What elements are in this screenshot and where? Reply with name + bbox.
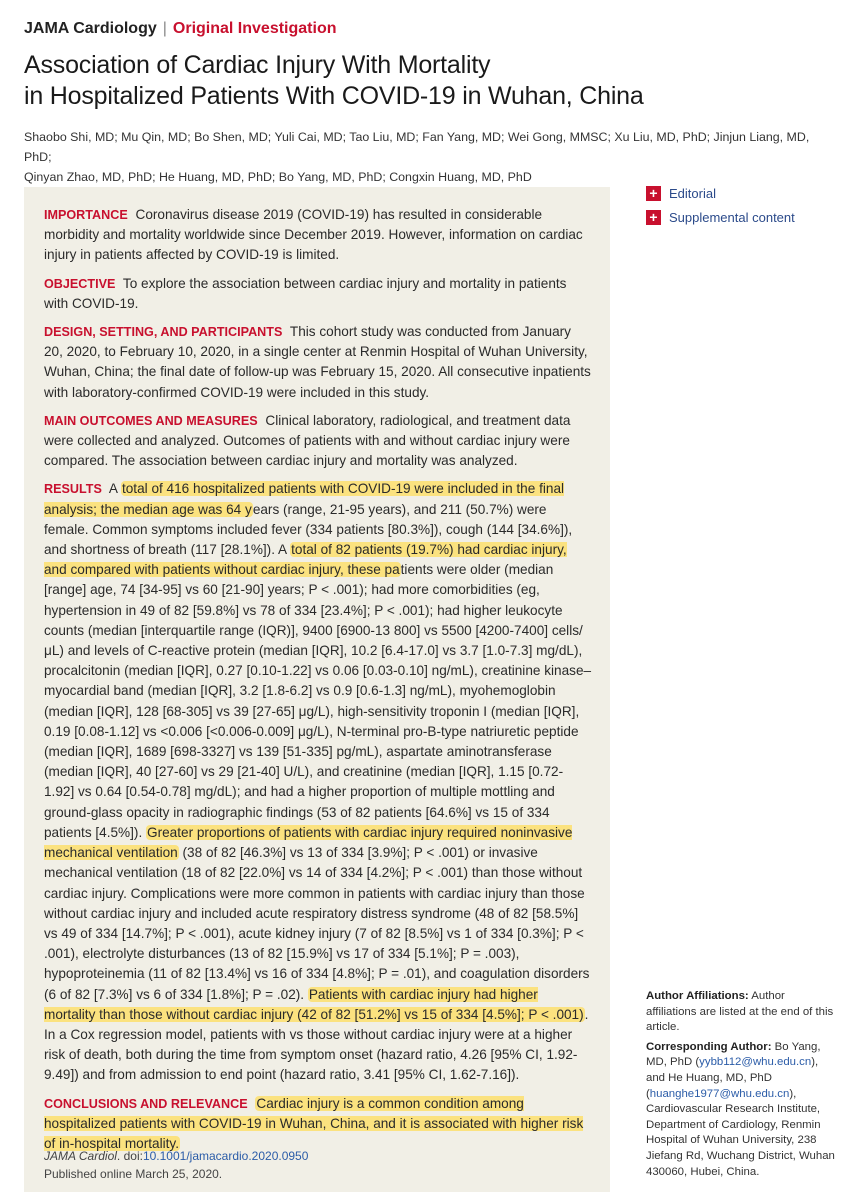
- outcomes-text: Clinical laboratory, radiological, and treatment data were collected and analyzed. Outcomes of patients with and without cardiac injury were compared. The association between cardiac injury and mortality was analyzed.: [44, 412, 571, 469]
- results-section: [44, 479, 592, 1085]
- email-link-1[interactable]: yybb112@whu.edu.cn: [699, 1056, 812, 1069]
- results-label: RESULTS: [44, 482, 102, 497]
- plus-icon: +: [646, 210, 661, 225]
- outcomes-section: [44, 411, 592, 472]
- results-highlight-2: total of 82 patients (19.7%) had cardiac injury, and compared with patients without cardiac injury, these pa: [44, 542, 567, 578]
- corresponding-text-2: ), and He Huang, MD, PhD (: [646, 1056, 819, 1100]
- objective-label: OBJECTIVE: [44, 276, 116, 291]
- related-content-links: [646, 186, 836, 234]
- design-label: DESIGN, SETTING, AND PARTICIPANTS: [44, 325, 283, 340]
- corresponding-text-3: ), Cardiovascular Research Institute, Department of Cardiology, Renmin Hospital of Wuhan University, 238 Jiefang Rd, Wuchang District, Wuhan 430060, Hubei, China.: [646, 1087, 835, 1178]
- author-list: [24, 127, 824, 187]
- journal-name: JAMA Cardiology: [24, 20, 157, 37]
- results-text-2: ears (range, 21-95 years), and 211 (50.7%) were female. Common symptoms included fever (334 patients [80.3%]), cough (144 [34.6%]), and shortness of breath (117 [28.1%]). A: [44, 501, 573, 558]
- article-type: Original Investigation: [172, 20, 337, 37]
- header-separator: |: [162, 20, 167, 37]
- editorial-link[interactable]: [646, 186, 836, 201]
- objective-section: [44, 274, 592, 314]
- supplemental-label: Supplemental content: [669, 210, 795, 225]
- affiliations-label: Author Affiliations:: [646, 990, 749, 1002]
- results-highlight-3: Greater proportions of patients with cardiac injury required noninvasive mechanical ventilation: [44, 824, 573, 861]
- author-info-sidebar: [646, 989, 836, 1184]
- doi-link[interactable]: 10.1001/jamacardio.2020.0950: [142, 1149, 309, 1163]
- article-title: [24, 50, 664, 112]
- affiliations-note: [646, 989, 836, 1036]
- results-text-1: A: [108, 481, 121, 497]
- authors-line-1: Shaobo Shi, MD; Mu Qin, MD; Bo Shen, MD; Yuli Cai, MD; Tao Liu, MD; Fan Yang, MD; Wei Gong, MMSC; Xu Liu, MD, PhD; Jinjun Liang, MD, PhD;: [24, 130, 810, 164]
- results-text-5: . In a Cox regression model, patients with vs those without cardiac injury were at a higher risk of death, both during the time from symptom onset (hazard ratio, 4.26 [95% CI, 1.92-9.49]) and from admission to end point (hazard ratio, 3.41 [95% CI, 1.62-7.16]).: [44, 1006, 589, 1083]
- design-text: This cohort study was conducted from January 20, 2020, to February 10, 2020, in a single center at Renmin Hospital of Wuhan University, Wuhan, China; the final date of follow-up was February 15, 2020. All consecutive inpatients with laboratory-confirmed COVID-19 were included in this study.: [44, 324, 591, 400]
- conclusions-text: Cardiac injury is a common condition among hospitalized patients with COVID-19 in Wuhan, China, and it is associated with higher risk of in-hospital mortality.: [44, 1095, 584, 1151]
- supplemental-link[interactable]: [646, 210, 836, 225]
- results-text-3: tients were older (median [range] age, 74 [34-95] vs 60 [21-90] years; P < .001); had more comorbidities (eg, hypertension in 49 of 82 [59.8%] vs 78 of 334 [23.4%]; P < .001); had higher leukocyte counts (median [interquartile range (IQR)], 9400 [6900-13 800] vs 5500 [4200-7400] cells/μL) and levels of C-reactive protein (median [IQR], 10.2 [6.4-17.0] vs 3.7 [1.0-7.3] mg/dL), procalcitonin (median [IQR], 0.27 [0.10-1.22] vs 0.06 [0.03-0.10] ng/mL), creatinine kinase–myocardial band (median [IQR], 3.2 [1.8-6.2] vs 0.9 [0.6-1.3] ng/mL), myohemoglobin (median [IQR], 128 [68-305] vs 39 [27-65] μg/L), high-sensitivity troponin I (median [IQR], 0.19 [0.08-1.12] vs <0.006 [<0.006-0.009] μg/L), N-terminal pro-B-type natriuretic peptide (median [IQR], 1689 [698-3327] vs 139 [51-335] pg/mL), aspartate aminotransferase (median [IQR], 40 [27-60] vs 29 [21-40] U/L), and creatinine (median [IQR], 1.15 [0.72-1.92] vs 0.64 [0.54-0.78] mg/dL); and had a higher proportion of multiple mottling and ground-glass opacity in radiographic findings (53 of 82 patients [64.6%] vs 15 of 334 patients [4.5%]).: [44, 562, 592, 840]
- email-link-2[interactable]: huanghe1977@whu.edu.cn: [649, 1087, 790, 1100]
- results-highlight-1: total of 416 hospitalized patients with COVID-19 were included in the final analysis; the median age was 64 y: [44, 481, 565, 517]
- results-highlight-4: Patients with cardiac injury had higher mortality than those without cardiac injury (42 of 82 [51.2%] vs 15 of 334 [4.5%]; P < .001): [44, 986, 584, 1022]
- conclusions-section: [44, 1094, 592, 1155]
- conclusions-label: CONCLUSIONS AND RELEVANCE: [44, 1096, 248, 1111]
- journal-header: [24, 20, 336, 38]
- affiliations-text: Author affiliations are listed at the end of this article.: [646, 990, 834, 1034]
- editorial-label: Editorial: [669, 186, 716, 201]
- outcomes-label: MAIN OUTCOMES AND MEASURES: [44, 413, 258, 428]
- corresponding-author: [646, 1040, 836, 1180]
- corresponding-text-1: Bo Yang, MD, PhD (: [646, 1040, 821, 1069]
- doi-line: [44, 1147, 592, 1165]
- importance-label: IMPORTANCE: [44, 208, 128, 222]
- abstract-body: [44, 205, 592, 1162]
- doi-prefix: . doi:: [116, 1149, 143, 1163]
- title-line-1: Association of Cardiac Injury With Mortality: [24, 51, 491, 79]
- plus-icon: +: [646, 186, 661, 201]
- citation: [44, 1147, 592, 1183]
- abstract-box: [24, 187, 610, 1192]
- journal-abbrev: JAMA Cardiol: [44, 1149, 117, 1163]
- importance-text: Coronavirus disease 2019 (COVID-19) has resulted in considerable morbidity and mortality worldwide since December 2019. However, information on cardiac injury in patients affected by COVID-19 is limited.: [44, 207, 583, 263]
- corresponding-label: Corresponding Author:: [646, 1040, 772, 1053]
- published-date: Published online March 25, 2020.: [44, 1167, 223, 1181]
- design-section: [44, 322, 592, 403]
- authors-line-2: Qinyan Zhao, MD, PhD; He Huang, MD, PhD; Bo Yang, MD, PhD; Congxin Huang, MD, PhD: [24, 170, 532, 184]
- importance-section: [44, 205, 592, 266]
- objective-text: To explore the association between cardiac injury and mortality in patients with COVID-19.: [44, 275, 567, 311]
- results-text-4: (38 of 82 [46.3%] vs 13 of 334 [3.9%]; P < .001) or invasive mechanical ventilation (18 of 82 [22.0%] vs 14 of 334 [4.2%]; P < .001) than those without cardiac injury. Complications were more common in patients with cardiac injury than those without cardiac injury and included acute respiratory distress syndrome (48 of 82 [58.5%] vs 49 of 334 [14.7%]; P < .001), acute kidney injury (7 of 82 [8.5%] vs 1 of 334 [0.3%]; P < .001), electrolyte disturbances (13 of 82 [15.9%] vs 17 of 334 [5.1%]; P = .003), hypoproteinemia (11 of 82 [13.4%] vs 16 of 334 [4.8%]; P = .01), and coagulation disorders (6 of 82 [7.3%] vs 6 of 334 [1.8%]; P = .02).: [44, 845, 590, 1002]
- title-line-2: in Hospitalized Patients With COVID-19 in Wuhan, China: [24, 82, 644, 110]
